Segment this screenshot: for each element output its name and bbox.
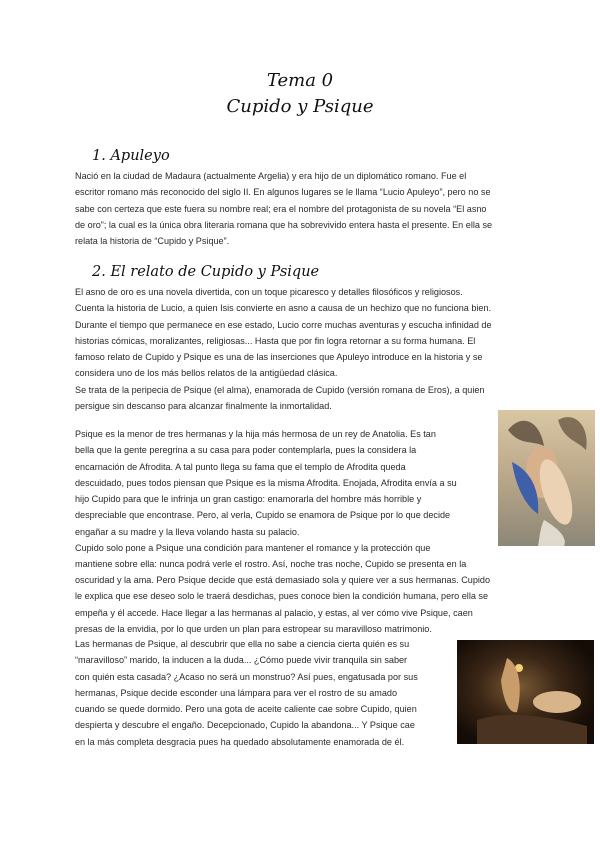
text-line: cuando se quede dormido. Pero una gota de aceite caliente cae sobre Cupido, quien — [75, 704, 417, 715]
text-line: encarnación de Afrodita. A tal punto llega su fama que el templo de Afrodita queda — [75, 461, 406, 472]
text-line: bella que la gente peregrina a su casa para poder contemplarla, pues la considera la — [75, 445, 417, 456]
text-line: persigue sin descanso para alcanzar finalmente la inmortalidad. — [75, 401, 332, 412]
text-line: descuidado, pues todos piensan que Psique es la misma Afrodita. Enojada, Afrodita envía a su — [75, 477, 457, 488]
section2-paragraph-a — [75, 284, 527, 414]
painting-cupid-psyche-flight — [498, 410, 595, 546]
section2-paragraph-b — [75, 426, 491, 573]
text-line: presas de la envidia, por lo que urden un plan para estropear su maravilloso matrimonio. — [75, 623, 432, 634]
section-heading-relato: 2. El relato de Cupido y Psique — [92, 264, 320, 280]
text-line: “maravilloso” marido, la inducen a la duda... ¿Cómo puede vivir tranquila sin saber — [75, 655, 408, 666]
page-title-line2: Cupido y Psique — [226, 96, 374, 117]
text-line: Las hermanas de Psique, al descubrir que ella no sabe a ciencia cierta quién es su — [75, 639, 410, 649]
text-line: relata la historia de “Cupido y Psique”. — [75, 236, 230, 247]
text-line: hermanas, Psique decide esconder una lámpara para ver el rostro de su amado — [75, 687, 398, 698]
text-line: Psique es la menor de tres hermanas y la hija más hermosa de un rey de Anatolia. Es tan — [75, 429, 436, 439]
text-line: oscuridad y la ama. Pero Psique decide que está demasiado sola y quiere ver a sus hermanas. Cupido — [75, 575, 491, 585]
text-line: famoso relato de Cupido y Psique es una de las inserciones que Apuleyo introduce en la historia y se — [75, 352, 483, 363]
section1-paragraph — [75, 168, 527, 249]
text-line: hijo Cupido para que le infrinja un gran castigo: enamorarla del hombre más horrible y — [75, 494, 422, 505]
text-line: le explica que ese deseo solo le traerá desdichas, pues conoce bien la condición humana, pero ella se — [75, 591, 489, 602]
text-line: empeña y él accede. Hace llegar a las hermanas al palacio, y estas, al ver cómo vive Psique, caen — [75, 607, 473, 618]
section2-paragraph-d — [75, 636, 447, 750]
text-line: despreciable que encontrase. Pero, al verla, Cupido se enamora de Psique por lo que decide — [75, 510, 451, 521]
text-line: historias cómicas, moralizantes, religiosas... Hasta que por fin logra retornar a su forma humana. El — [75, 335, 476, 346]
text-line: con quién esta casada? ¿Acaso no será un monstruo? Así pues, engatusada por sus — [75, 671, 418, 682]
page-title-line1: Tema 0 — [266, 70, 334, 91]
section-heading-apuleyo: 1. Apuleyo — [92, 148, 170, 164]
text-line: de oro”; la cual es la única obra literaria romana que ha sobrevivido entera hasta el presente. En ella se — [75, 219, 493, 230]
text-line: escritor romano más reconocido del siglo II. En algunos lugares se le llama “Lucio Apuleyo”, pero no se — [75, 187, 491, 198]
text-line: Cuenta la historia de Lucio, a quien Isis convierte en asno a causa de un hechizo que no funciona bien. — [75, 303, 492, 314]
text-line: Cupido solo pone a Psique una condición para mantener el romance y la protección que — [75, 543, 431, 554]
text-line: en la más completa desgracia pues ha quedado absolutamente enamorada de él. — [75, 736, 405, 747]
text-line: Nació en la ciudad de Madaura (actualmente Argelia) y era hijo de un diplomático romano. Fue el — [75, 171, 467, 181]
section2-paragraph-c — [75, 572, 527, 637]
text-line: mantiene sobre ella: nunca podrá verle el rostro. Así, noche tras noche, Cupido se presenta en la — [75, 559, 467, 570]
text-line: despierta y descubre el engaño. Decepcionado, Cupido la abandona... Y Psique cae — [75, 720, 415, 731]
text-line: Se trata de la peripecia de Psique (el alma), enamorada de Cupido (versión romana de Eros), a quien — [75, 384, 485, 395]
cupid-sleeping — [533, 691, 581, 713]
text-line: Durante el tiempo que permanece en ese estado, Lucio corre muchas aventuras y escucha infinidad de — [75, 319, 492, 330]
painting-psyche-lamp — [457, 640, 594, 744]
text-line: engañar a su madre y la lleva volando hasta su palacio. — [75, 526, 300, 537]
text-line: considera uno de los más bellos relatos de la antigüedad clásica. — [75, 368, 338, 379]
text-line: sabe con certeza que este fuera su nombre real; era el nombre del protagonista de su novela “El asno — [75, 203, 487, 214]
text-line: El asno de oro es una novela divertida, con un toque picaresco y detalles filosóficos y religiosos. — [75, 287, 463, 297]
